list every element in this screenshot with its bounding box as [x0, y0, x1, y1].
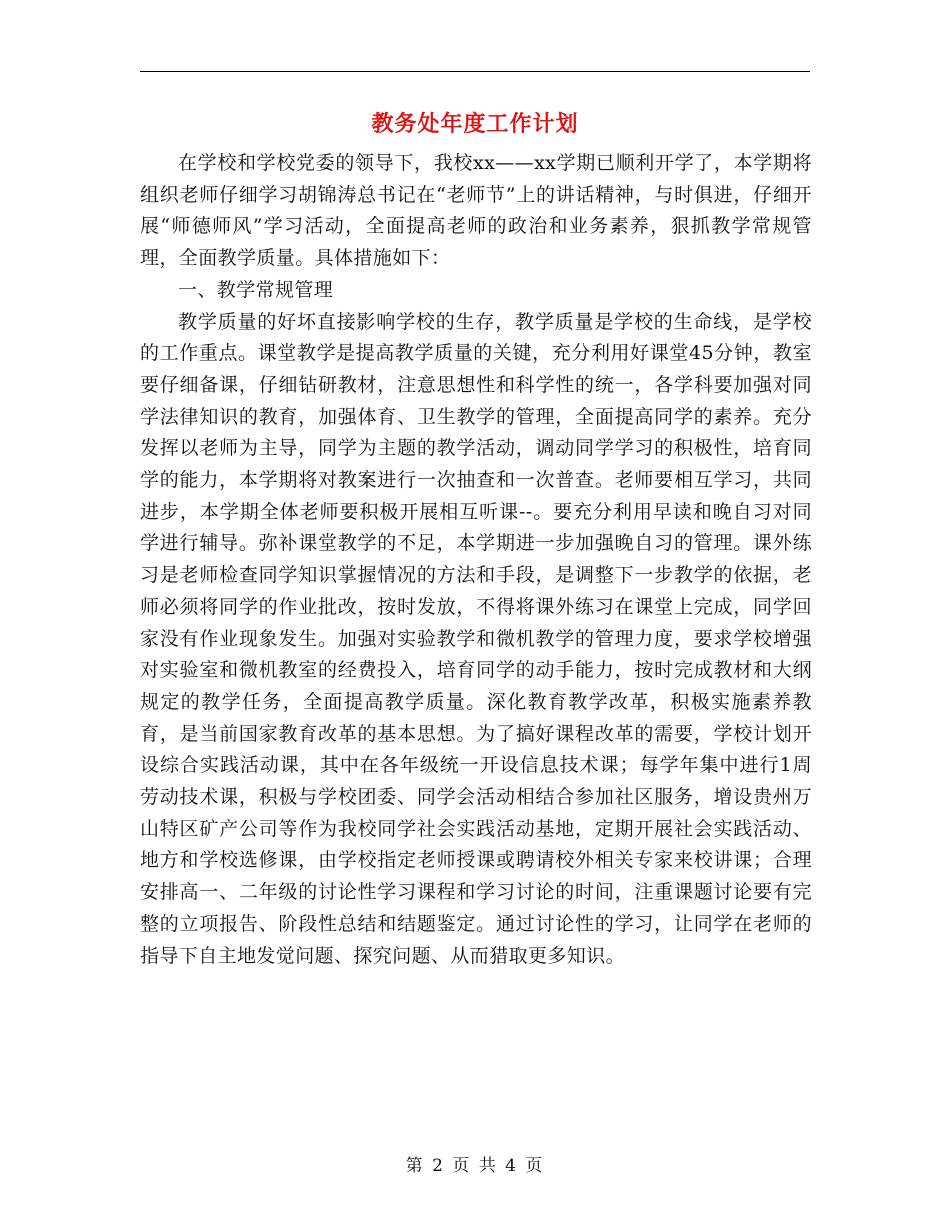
document-title: 教务处年度工作计划	[371, 112, 579, 137]
footer-suffix: 页	[525, 1156, 545, 1176]
intro-paragraph: 在学校和学校党委的领导下，我校xx——xx学期已顺利开学了，本学期将组织老师仔细学习胡锦涛总书记在“老师节”上的讲话精神，与时俱进，仔细开展“师德师风”学习活动，全面提高老师的政治和业务素养，狠抓教学常规管理，全面教学质量。具体措施如下：	[140, 152, 812, 270]
header-rule	[140, 71, 810, 72]
section-heading: 一、教学常规管理	[178, 278, 334, 301]
footer-middle: 页 共	[452, 1156, 498, 1176]
body-paragraph: 教学质量的好坏直接影响学校的生存，教学质量是学校的生命线，是学校的工作重点。课堂教学是提高教学质量的关键，充分利用好课堂45分钟，教室要仔细备课，仔细钻研教材，注意思想性和科学性的统一，各学科要加强对同学法律知识的教育，加强体育、卫生教学的管理，全面提高同学的素养。充分发挥以老师为主导，同学为主题的教学活动，调动同学学习的积极性，培育同学的能力，本学期将对教案进行一次抽查和一次普查。老师要相互学习，共同进步，本学期全体老师要积极开展相互听课--。要充分利用早读和晚自习对同学进行辅导。弥补课堂教学的不足，本学期进一步加强晚自习的管理。课外练习是老师检查同学知识掌握情况的方法和手段，是调整下一步教学的依据，老师必须将同学的作业批改，按时发放，不得将课外练习在课堂上完成，同学回家没有作业现象发生。加强对实验教学和微机教学的管理力度，要求学校增强对实验室和微机教室的经费投入，培育同学的动手能力，按时完成教材和大纲规定的教学任务，全面提高教学质量。深化教育教学改革，积极实施素养教育，是当前国家教育改革的基本思想。为了搞好课程改革的需要，学校计划开设综合实践活动课，其中在各年级统一开设信息技术课；每学年集中进行1周劳动技术课，积极与学校团委、同学会活动相结合参加社区服务，增设贵州万山特区矿产公司等作为我校同学社会实践活动基地，定期开展社会实践活动、地方和学校选修课，由学校指定老师授课或聘请校外相关专家来校讲课；合理安排高一、二年级的讨论性学习课程和学习讨论的时间，注重课题讨论要有完整的立项报告、阶段性总结和结题鉴定。通过讨论性的学习，让同学在老师的指导下自主地发觉问题、探究问题、从而猎取更多知识。	[140, 310, 812, 967]
footer-page-number: 2	[432, 1156, 445, 1176]
footer-prefix: 第	[405, 1156, 425, 1176]
document-body	[140, 148, 812, 972]
footer-total-pages: 4	[505, 1156, 518, 1176]
page-footer	[0, 1154, 950, 1178]
